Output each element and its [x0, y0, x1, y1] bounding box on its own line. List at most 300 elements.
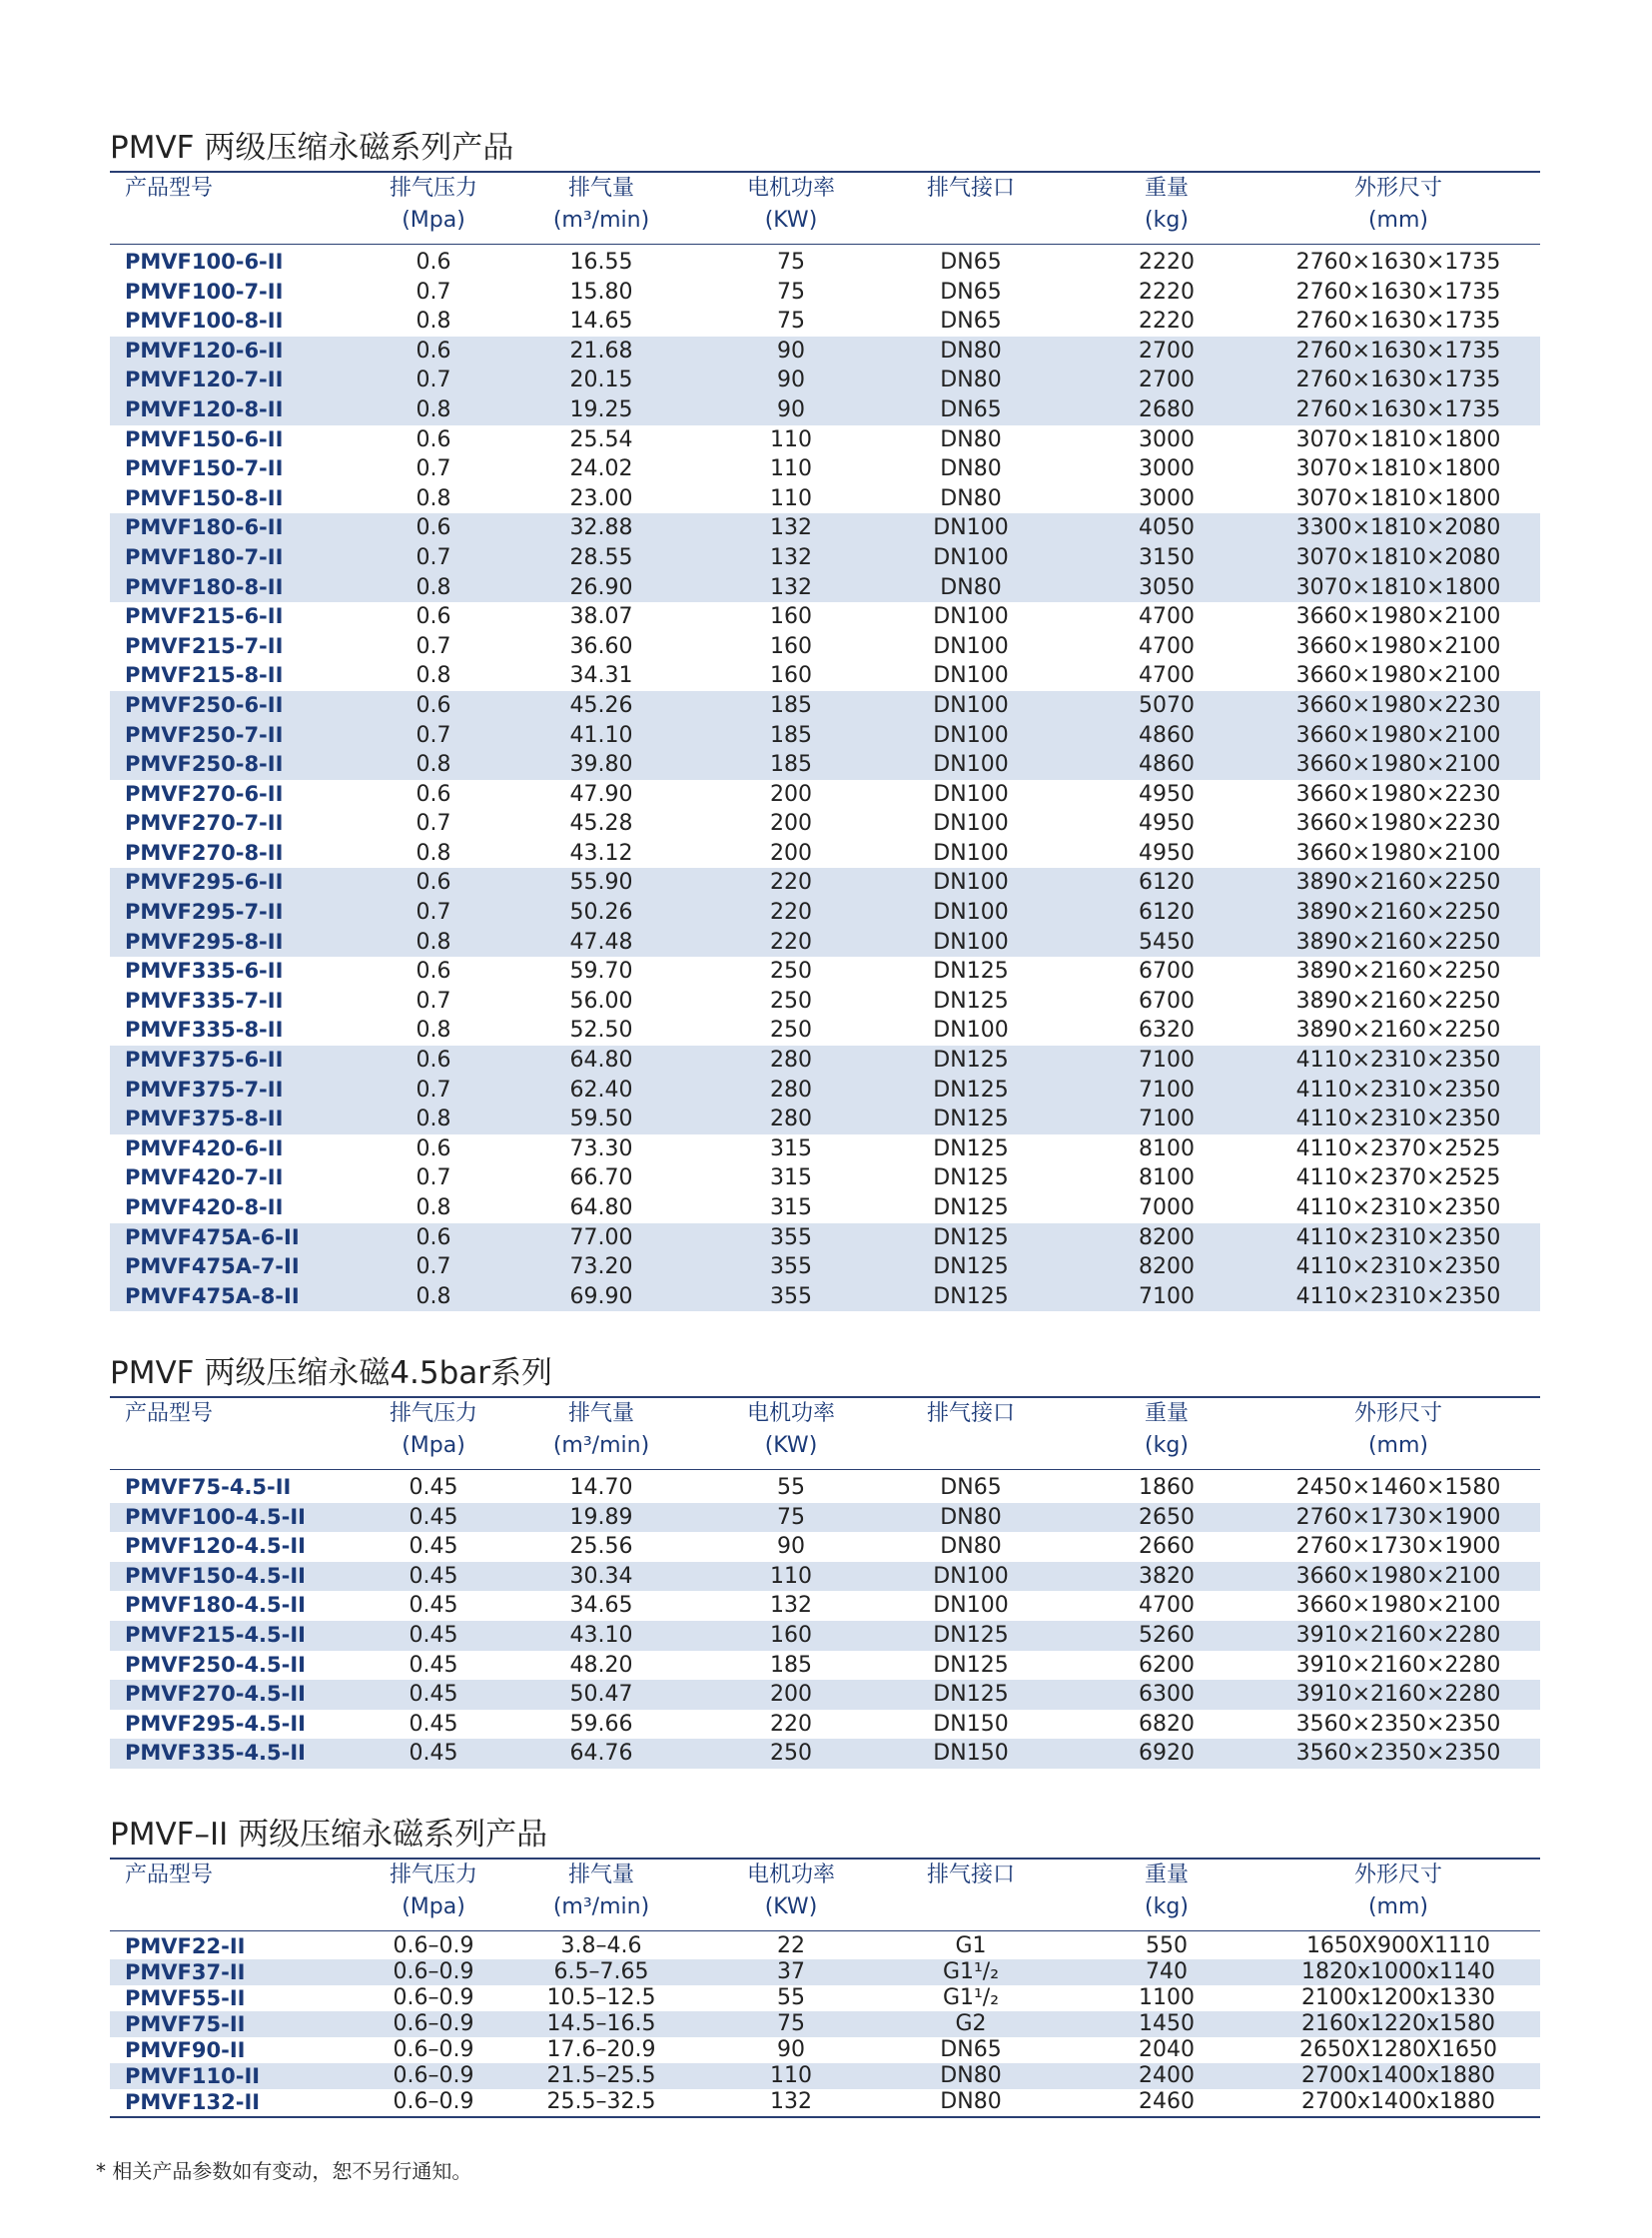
col-pressure: 0.6: [415, 515, 451, 541]
col-power: 90: [777, 2037, 805, 2062]
col-pressure: 0.7: [415, 900, 451, 926]
col-pressure: 0.6: [415, 692, 451, 718]
col-dims: 3890×2160×2250: [1295, 1018, 1501, 1044]
col-power: 280: [770, 1048, 812, 1074]
col-power: 355: [770, 1254, 812, 1280]
col-outlet: DN100: [933, 929, 1009, 955]
table-row: [110, 1223, 1540, 1253]
col-weight: 3000: [1139, 456, 1195, 482]
col-outlet: DN80: [940, 1504, 1002, 1530]
col-flow: 30.34: [569, 1563, 633, 1589]
col-dims: 2760×1630×1735: [1295, 279, 1501, 305]
header-pressure: [390, 1398, 477, 1462]
col-outlet: DN125: [933, 1682, 1009, 1708]
col-power: 132: [770, 1593, 812, 1619]
col-pressure: 0.8: [415, 752, 451, 778]
col-dims: 1650X900X1110: [1305, 1933, 1491, 1958]
header-dims: [1354, 173, 1442, 237]
header-outlet: [927, 173, 1015, 205]
col-dims: 3070×1810×1800: [1295, 574, 1501, 600]
table-row: [110, 1252, 1540, 1282]
col-dims: 4110×2310×2350: [1295, 1048, 1501, 1074]
col-model: PMVF250-6-II: [125, 692, 284, 717]
table-row: [110, 1046, 1540, 1076]
col-pressure: 0.45: [409, 1741, 458, 1767]
col-flow: 73.20: [569, 1254, 633, 1280]
col-model: PMVF75-4.5-II: [125, 1475, 292, 1499]
header-power: [747, 173, 835, 237]
col-weight: 2700: [1139, 338, 1195, 364]
col-pressure: 0.45: [409, 1593, 458, 1619]
col-dims: 3560×2350×2350: [1295, 1711, 1501, 1737]
header-flow: [553, 173, 649, 237]
col-model: PMVF335-4.5-II: [125, 1741, 306, 1766]
col-flow: 39.80: [569, 752, 633, 778]
table-row: [110, 366, 1540, 395]
table-row: [110, 1591, 1540, 1621]
col-weight: 2650: [1139, 1504, 1195, 1530]
col-dims: 2700x1400x1880: [1300, 2063, 1496, 2088]
header-model: [125, 1398, 213, 1430]
col-weight: 2220: [1139, 279, 1195, 305]
table-row: [110, 1562, 1540, 1592]
table-row: [110, 1959, 1540, 1985]
col-weight: 6200: [1139, 1652, 1195, 1678]
col-pressure: 0.8: [415, 396, 451, 422]
header-label: 排气量: [567, 1401, 635, 1426]
col-outlet: DN150: [933, 1741, 1009, 1767]
col-flow: 25.56: [569, 1534, 633, 1560]
header-unit: (kg): [1145, 1894, 1189, 1919]
col-flow: 50.47: [569, 1682, 633, 1708]
header-power: [747, 1398, 835, 1462]
col-dims: 2760×1630×1735: [1295, 250, 1501, 275]
col-outlet: DN100: [933, 515, 1009, 541]
col-weight: 4700: [1139, 604, 1195, 630]
table-row: [110, 632, 1540, 662]
col-dims: 3890×2160×2250: [1295, 929, 1501, 955]
col-flow: 19.89: [569, 1504, 633, 1530]
col-flow: 56.00: [569, 988, 633, 1014]
col-power: 315: [770, 1165, 812, 1191]
col-weight: 3000: [1139, 426, 1195, 452]
col-flow: 10.5–12.5: [546, 1985, 656, 2010]
col-model: PMVF270-4.5-II: [125, 1682, 306, 1707]
col-outlet: DN125: [933, 1107, 1009, 1132]
col-flow: 15.80: [569, 279, 633, 305]
col-weight: 4700: [1139, 633, 1195, 659]
header-label: 电机功率: [746, 1863, 836, 1887]
header-weight: [1145, 173, 1189, 237]
col-flow: 38.07: [569, 604, 633, 630]
col-outlet: DN100: [933, 663, 1009, 689]
col-outlet: DN80: [940, 426, 1002, 452]
table-row: [110, 2011, 1540, 2037]
col-flow: 14.70: [569, 1475, 633, 1500]
header-dims: [1354, 1398, 1442, 1462]
col-flow: 77.00: [569, 1224, 633, 1250]
col-power: 355: [770, 1283, 812, 1309]
header-model: [125, 173, 213, 205]
table-row: [110, 2089, 1540, 2115]
col-weight: 2700: [1139, 368, 1195, 393]
col-model: PMVF180-8-II: [125, 574, 284, 599]
col-power: 160: [770, 663, 812, 689]
col-outlet: DN100: [933, 722, 1009, 748]
col-power: 220: [770, 1711, 812, 1737]
col-power: 132: [770, 544, 812, 570]
col-model: PMVF215-8-II: [125, 663, 284, 688]
col-power: 75: [777, 279, 805, 305]
table-row: [110, 248, 1540, 278]
col-power: 110: [770, 456, 812, 482]
table-row: [110, 839, 1540, 869]
col-dims: 3910×2160×2280: [1295, 1652, 1501, 1678]
col-power: 110: [770, 485, 812, 511]
col-power: 185: [770, 692, 812, 718]
col-outlet: DN65: [940, 1475, 1002, 1500]
table-row: [110, 307, 1540, 337]
col-weight: 1860: [1139, 1475, 1195, 1500]
header-label: 排气压力: [389, 176, 478, 201]
section-title: PMVF 两级压缩永磁系列产品: [110, 130, 514, 166]
table-row: [110, 1503, 1540, 1533]
col-dims: 2760×1630×1735: [1295, 309, 1501, 335]
header-dims: [1354, 1860, 1442, 1923]
col-dims: 3890×2160×2250: [1295, 988, 1501, 1014]
col-weight: 6120: [1139, 870, 1195, 896]
col-outlet: DN65: [940, 250, 1002, 275]
col-pressure: 0.6–0.9: [393, 1933, 474, 1958]
col-power: 75: [777, 1504, 805, 1530]
col-model: PMVF120-4.5-II: [125, 1534, 306, 1559]
header-label: 排气压力: [389, 1863, 478, 1887]
col-flow: 64.80: [569, 1195, 633, 1220]
col-weight: 4950: [1139, 781, 1195, 807]
header-pressure: [390, 173, 477, 237]
col-model: PMVF420-6-II: [125, 1135, 284, 1160]
table-row: [110, 602, 1540, 632]
col-dims: 3660×1980×2100: [1295, 663, 1501, 689]
table-row: [110, 1473, 1540, 1503]
col-power: 160: [770, 604, 812, 630]
col-weight: 1100: [1139, 1985, 1195, 2010]
col-dims: 3660×1980×2230: [1295, 692, 1501, 718]
col-model: PMVF120-8-II: [125, 396, 284, 421]
col-weight: 7000: [1139, 1195, 1195, 1220]
col-weight: 2220: [1139, 250, 1195, 275]
col-model: PMVF215-7-II: [125, 633, 284, 658]
col-outlet: DN125: [933, 1652, 1009, 1678]
col-dims: 3910×2160×2280: [1295, 1682, 1501, 1708]
col-weight: 2660: [1139, 1534, 1195, 1560]
col-model: PMVF180-6-II: [125, 515, 284, 540]
col-dims: 2700x1400x1880: [1300, 2089, 1496, 2114]
col-flow: 50.26: [569, 900, 633, 926]
col-weight: 6320: [1139, 1018, 1195, 1044]
col-weight: 3000: [1139, 485, 1195, 511]
col-dims: 3070×1810×2080: [1295, 544, 1501, 570]
col-outlet: DN125: [933, 1254, 1009, 1280]
col-dims: 3560×2350×2350: [1295, 1741, 1501, 1767]
col-pressure: 0.8: [415, 485, 451, 511]
col-power: 200: [770, 840, 812, 866]
col-weight: 8200: [1139, 1224, 1195, 1250]
col-weight: 2220: [1139, 309, 1195, 335]
col-power: 315: [770, 1135, 812, 1161]
col-model: PMVF375-8-II: [125, 1107, 284, 1131]
col-pressure: 0.7: [415, 544, 451, 570]
col-outlet: G1: [955, 1933, 987, 1958]
col-power: 220: [770, 870, 812, 896]
header-unit: (kg): [1145, 208, 1189, 233]
col-model: PMVF420-7-II: [125, 1165, 284, 1190]
col-outlet: DN100: [933, 840, 1009, 866]
col-weight: 3150: [1139, 544, 1195, 570]
col-flow: 34.65: [569, 1593, 633, 1619]
col-outlet: DN125: [933, 1165, 1009, 1191]
col-weight: 8100: [1139, 1135, 1195, 1161]
col-dims: 2760×1630×1735: [1295, 368, 1501, 393]
col-outlet: DN100: [933, 604, 1009, 630]
col-power: 90: [777, 396, 805, 422]
col-weight: 5260: [1139, 1622, 1195, 1648]
col-dims: 4110×2310×2350: [1295, 1077, 1501, 1103]
col-flow: 25.5–32.5: [546, 2089, 656, 2114]
col-flow: 73.30: [569, 1135, 633, 1161]
col-weight: 3820: [1139, 1563, 1195, 1589]
col-pressure: 0.6–0.9: [393, 1959, 474, 1984]
col-model: PMVF215-4.5-II: [125, 1622, 306, 1647]
col-pressure: 0.8: [415, 1107, 451, 1132]
col-pressure: 0.8: [415, 663, 451, 689]
col-flow: 19.25: [569, 396, 633, 422]
col-flow: 25.54: [569, 426, 633, 452]
col-weight: 5070: [1139, 692, 1195, 718]
col-dims: 2760×1730×1900: [1295, 1534, 1501, 1560]
col-weight: 6120: [1139, 900, 1195, 926]
col-pressure: 0.8: [415, 309, 451, 335]
col-pressure: 0.45: [409, 1711, 458, 1737]
col-model: PMVF475A-8-II: [125, 1283, 300, 1308]
col-model: PMVF22-II: [125, 1934, 246, 1958]
col-flow: 26.90: [569, 574, 633, 600]
col-weight: 1450: [1139, 2011, 1195, 2036]
col-pressure: 0.7: [415, 456, 451, 482]
header-label: 重量: [1144, 1863, 1190, 1887]
table-row: [110, 1193, 1540, 1223]
col-pressure: 0.8: [415, 574, 451, 600]
col-outlet: DN125: [933, 1622, 1009, 1648]
col-pressure: 0.45: [409, 1563, 458, 1589]
header-unit: (m³/min): [552, 1894, 650, 1919]
col-power: 250: [770, 1018, 812, 1044]
col-outlet: DN125: [933, 1048, 1009, 1074]
table-row: [110, 721, 1540, 751]
header-flow: [553, 1860, 649, 1923]
header-label: 外形尺寸: [1353, 176, 1443, 201]
col-weight: 4950: [1139, 840, 1195, 866]
col-pressure: 0.8: [415, 840, 451, 866]
col-pressure: 0.45: [409, 1475, 458, 1500]
header-label: 电机功率: [746, 1401, 836, 1426]
col-power: 200: [770, 811, 812, 837]
table-row: [110, 2037, 1540, 2063]
col-weight: 4700: [1139, 1593, 1195, 1619]
col-pressure: 0.45: [409, 1534, 458, 1560]
table-row: [110, 543, 1540, 573]
col-pressure: 0.8: [415, 1283, 451, 1309]
col-dims: 4110×2310×2350: [1295, 1195, 1501, 1220]
col-pressure: 0.6: [415, 1224, 451, 1250]
col-outlet: DN150: [933, 1711, 1009, 1737]
col-outlet: DN100: [933, 1593, 1009, 1619]
col-pressure: 0.45: [409, 1652, 458, 1678]
col-dims: 4110×2310×2350: [1295, 1107, 1501, 1132]
col-model: PMVF150-6-II: [125, 426, 284, 451]
header-label: 产品型号: [125, 1863, 214, 1887]
col-pressure: 0.6: [415, 426, 451, 452]
col-flow: 41.10: [569, 722, 633, 748]
col-power: 110: [770, 426, 812, 452]
header-row: [110, 173, 1540, 244]
col-weight: 740: [1146, 1959, 1188, 1984]
col-pressure: 0.7: [415, 279, 451, 305]
col-power: 37: [777, 1959, 805, 1984]
col-outlet: DN100: [933, 900, 1009, 926]
col-weight: 4860: [1139, 752, 1195, 778]
col-pressure: 0.6–0.9: [393, 2011, 474, 2036]
col-model: PMVF250-8-II: [125, 752, 284, 777]
table-row: [110, 898, 1540, 928]
table-row: [110, 868, 1540, 898]
col-power: 75: [777, 309, 805, 335]
col-power: 220: [770, 929, 812, 955]
col-weight: 7100: [1139, 1107, 1195, 1132]
col-outlet: DN125: [933, 1077, 1009, 1103]
col-power: 160: [770, 1622, 812, 1648]
col-power: 90: [777, 338, 805, 364]
col-power: 185: [770, 1652, 812, 1678]
table-row: [110, 1933, 1540, 1959]
col-power: 160: [770, 633, 812, 659]
col-pressure: 0.6: [415, 1135, 451, 1161]
header-label: 外形尺寸: [1353, 1401, 1443, 1426]
col-flow: 21.68: [569, 338, 633, 364]
col-weight: 6700: [1139, 959, 1195, 985]
col-dims: 3660×1980×2100: [1295, 1593, 1501, 1619]
col-outlet: DN125: [933, 1283, 1009, 1309]
header-label: 排气接口: [926, 176, 1016, 201]
col-power: 55: [777, 1475, 805, 1500]
col-weight: 7100: [1139, 1077, 1195, 1103]
col-model: PMVF100-4.5-II: [125, 1504, 306, 1529]
col-power: 185: [770, 752, 812, 778]
col-model: PMVF55-II: [125, 1986, 246, 2010]
col-power: 90: [777, 368, 805, 393]
col-flow: 34.31: [569, 663, 633, 689]
header-unit: (Mpa): [402, 1433, 465, 1458]
col-power: 315: [770, 1195, 812, 1220]
col-dims: 3660×1980×2100: [1295, 840, 1501, 866]
header-label: 排气量: [567, 1863, 635, 1887]
col-pressure: 0.8: [415, 1195, 451, 1220]
table-body: [110, 245, 1540, 1317]
col-outlet: G2: [955, 2011, 987, 2036]
col-flow: 32.88: [569, 515, 633, 541]
col-outlet: DN80: [940, 2063, 1002, 2088]
header-unit: (KW): [764, 1894, 818, 1919]
header-unit: (Mpa): [402, 208, 465, 233]
col-model: PMVF150-7-II: [125, 456, 284, 481]
col-outlet: DN65: [940, 396, 1002, 422]
col-flow: 59.66: [569, 1711, 633, 1737]
col-flow: 66.70: [569, 1165, 633, 1191]
col-model: PMVF180-4.5-II: [125, 1593, 306, 1618]
col-pressure: 0.8: [415, 929, 451, 955]
table-row: [110, 2063, 1540, 2089]
col-dims: 3890×2160×2250: [1295, 870, 1501, 896]
col-weight: 2040: [1139, 2037, 1195, 2062]
col-model: PMVF180-7-II: [125, 544, 284, 569]
header-flow: [553, 1398, 649, 1462]
header-model: [125, 1860, 213, 1891]
col-power: 250: [770, 959, 812, 985]
header-label: 重量: [1144, 176, 1190, 201]
table-row: [110, 1134, 1540, 1164]
col-pressure: 0.6: [415, 959, 451, 985]
col-dims: 2650X1280X1650: [1298, 2037, 1498, 2062]
col-model: PMVF110-II: [125, 2064, 261, 2088]
col-dims: 3660×1980×2100: [1295, 633, 1501, 659]
col-pressure: 0.6–0.9: [393, 2089, 474, 2114]
bottom-rule[interactable]: [110, 2116, 1540, 2118]
col-power: 55: [777, 1985, 805, 2010]
col-pressure: 0.7: [415, 633, 451, 659]
table-section-1: [110, 125, 1540, 1317]
col-dims: 3660×1980×2100: [1295, 722, 1501, 748]
col-weight: 8100: [1139, 1165, 1195, 1191]
col-pressure: 0.7: [415, 722, 451, 748]
header-unit: (Mpa): [402, 1894, 465, 1919]
header-unit: (KW): [764, 1433, 818, 1458]
col-dims: 2100x1200x1330: [1300, 1985, 1496, 2010]
header-label: 排气接口: [926, 1401, 1016, 1426]
col-flow: 43.12: [569, 840, 633, 866]
col-outlet: DN65: [940, 2037, 1002, 2062]
col-model: PMVF475A-6-II: [125, 1224, 300, 1249]
col-power: 75: [777, 250, 805, 275]
col-dims: 3890×2160×2250: [1295, 900, 1501, 926]
table-row: [110, 454, 1540, 484]
col-weight: 4860: [1139, 722, 1195, 748]
col-model: PMVF375-7-II: [125, 1077, 284, 1102]
col-weight: 5450: [1139, 929, 1195, 955]
col-flow: 47.90: [569, 781, 633, 807]
header-unit: (kg): [1145, 1433, 1189, 1458]
col-outlet: DN100: [933, 870, 1009, 896]
col-outlet: DN65: [940, 279, 1002, 305]
col-weight: 550: [1146, 1933, 1188, 1958]
col-dims: 2760×1630×1735: [1295, 338, 1501, 364]
header-unit: (mm): [1367, 208, 1429, 233]
col-dims: 4110×2310×2350: [1295, 1224, 1501, 1250]
table-row: [110, 1282, 1540, 1312]
col-flow: 21.5–25.5: [546, 2063, 656, 2088]
col-power: 200: [770, 781, 812, 807]
col-dims: 2760×1730×1900: [1295, 1504, 1501, 1530]
col-pressure: 0.7: [415, 1254, 451, 1280]
